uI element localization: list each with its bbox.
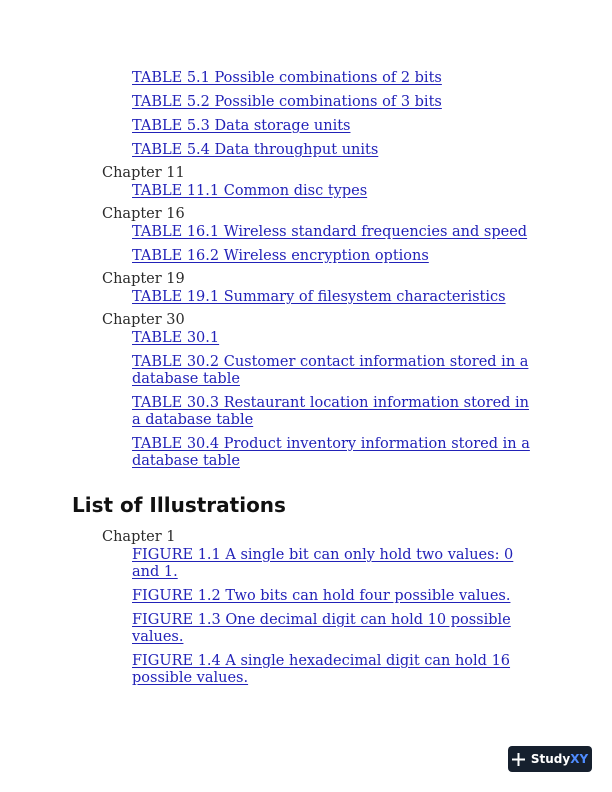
toc-link[interactable]: TABLE 30.2 Customer contact information stored in a database table	[132, 354, 529, 387]
toc-link[interactable]: TABLE 5.1 Possible combinations of 2 bits	[132, 70, 442, 86]
toc-link[interactable]: FIGURE 1.1 A single bit can only hold two values: 0 and 1.	[132, 547, 514, 580]
toc-link[interactable]: TABLE 5.4 Data throughput units	[132, 142, 379, 158]
chapter-label: Chapter 11	[102, 165, 185, 181]
toc-link[interactable]: TABLE 19.1 Summary of filesystem characteristics	[132, 289, 506, 305]
studyxy-badge[interactable]	[508, 746, 592, 772]
badge-label	[531, 752, 588, 766]
chapter-label: Chapter 30	[102, 312, 185, 328]
toc-link[interactable]: FIGURE 1.2 Two bits can hold four possible values.	[132, 588, 511, 604]
section-heading: List of Illustrations	[72, 493, 286, 517]
toc-link[interactable]: TABLE 5.2 Possible combinations of 3 bits	[132, 94, 442, 110]
chapter-label: Chapter 19	[102, 271, 185, 287]
toc-link[interactable]: FIGURE 1.4 A single hexadecimal digit can hold 16 possible values.	[132, 653, 511, 686]
chapter-label: Chapter 1	[102, 529, 176, 545]
toc-link[interactable]: TABLE 16.2 Wireless encryption options	[132, 248, 429, 264]
toc-link[interactable]: TABLE 11.1 Common disc types	[132, 183, 368, 199]
toc-link[interactable]: TABLE 30.1	[132, 330, 220, 346]
plus-icon	[512, 753, 525, 766]
toc-link[interactable]: TABLE 5.3 Data storage units	[132, 118, 351, 134]
badge-text-main: Study	[530, 752, 571, 766]
toc-link[interactable]: TABLE 16.1 Wireless standard frequencies and speed	[132, 224, 528, 240]
toc-link[interactable]: FIGURE 1.3 One decimal digit can hold 10 possible values.	[132, 612, 511, 645]
toc-link[interactable]: TABLE 30.3 Restaurant location information stored in a database table	[132, 395, 530, 428]
chapter-label: Chapter 16	[102, 206, 185, 222]
list-of-tables	[0, 70, 612, 687]
badge-text-accent: XY	[570, 752, 589, 766]
toc-link[interactable]: TABLE 30.4 Product inventory information stored in a database table	[132, 436, 530, 469]
